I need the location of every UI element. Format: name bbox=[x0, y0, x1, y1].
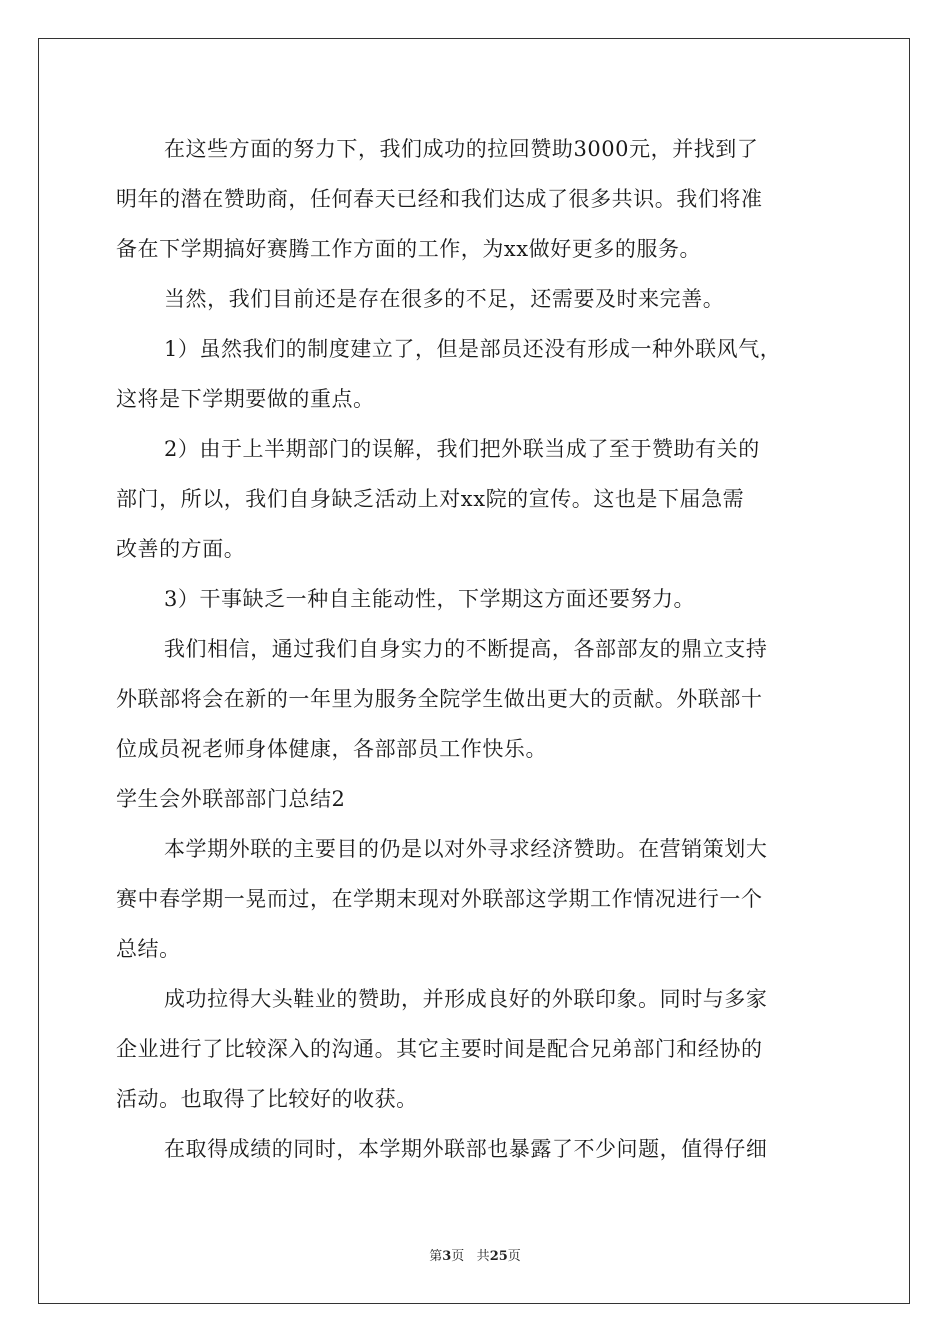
paragraph bbox=[116, 824, 836, 974]
text-line: 本学期外联的主要目的仍是以对外寻求经济赞助。在营销策划大 bbox=[164, 837, 768, 861]
paragraph bbox=[116, 574, 836, 624]
text-line: 改善的方面。 bbox=[116, 537, 246, 561]
footer-page-suffix: 页 bbox=[451, 1249, 465, 1264]
paragraph bbox=[116, 974, 836, 1124]
text-line: 1）虽然我们的制度建立了，但是部员还没有形成一种外联风气， bbox=[164, 337, 782, 361]
text-line: 当然，我们目前还是存在很多的不足，还需要及时来完善。 bbox=[164, 287, 725, 311]
text-line: 在这些方面的努力下，我们成功的拉回赞助3000元，并找到了 bbox=[164, 137, 759, 161]
text-line: 成功拉得大头鞋业的赞助，并形成良好的外联印象。同时与多家 bbox=[164, 987, 768, 1011]
document-body bbox=[116, 124, 836, 1174]
paragraph bbox=[116, 324, 836, 424]
heading-text: 学生会外联部部门总结2 bbox=[116, 787, 346, 811]
text-line: 我们相信，通过我们自身实力的不断提高，各部部友的鼎立支持 bbox=[164, 637, 768, 661]
section-heading bbox=[116, 774, 836, 824]
footer-page-total: 25 bbox=[489, 1249, 508, 1264]
text-line: 总结。 bbox=[116, 937, 181, 961]
paragraph bbox=[116, 124, 836, 274]
page-footer bbox=[0, 1248, 950, 1266]
text-line: 赛中春学期一晃而过，在学期末现对外联部这学期工作情况进行一个 bbox=[116, 887, 763, 911]
paragraph bbox=[116, 274, 836, 324]
text-line: 2）由于上半期部门的误解，我们把外联当成了至于赞助有关的 bbox=[164, 437, 760, 461]
footer-page-current: 3 bbox=[442, 1249, 452, 1264]
paragraph bbox=[116, 1124, 836, 1174]
footer-page-prefix: 第 bbox=[429, 1249, 443, 1264]
text-line: 3）干事缺乏一种自主能动性，下学期这方面还要努力。 bbox=[164, 587, 696, 611]
text-line: 部门，所以，我们自身缺乏活动上对xx院的宣传。这也是下届急需 bbox=[116, 487, 745, 511]
text-line: 这将是下学期要做的重点。 bbox=[116, 387, 375, 411]
text-line: 备在下学期搞好赛腾工作方面的工作，为xx做好更多的服务。 bbox=[116, 237, 702, 261]
text-line: 企业进行了比较深入的沟通。其它主要时间是配合兄弟部门和经协的 bbox=[116, 1037, 763, 1061]
text-line: 在取得成绩的同时，本学期外联部也暴露了不少问题，值得仔细 bbox=[164, 1137, 768, 1161]
text-line: 位成员祝老师身体健康，各部部员工作快乐。 bbox=[116, 737, 547, 761]
text-line: 明年的潜在赞助商，任何春天已经和我们达成了很多共识。我们将准 bbox=[116, 187, 763, 211]
footer-total-prefix: 共 bbox=[476, 1249, 490, 1264]
text-line: 活动。也取得了比较好的收获。 bbox=[116, 1087, 418, 1111]
paragraph bbox=[116, 624, 836, 774]
text-line: 外联部将会在新的一年里为服务全院学生做出更大的贡献。外联部十 bbox=[116, 687, 763, 711]
paragraph bbox=[116, 424, 836, 574]
footer-total-suffix: 页 bbox=[507, 1249, 521, 1264]
